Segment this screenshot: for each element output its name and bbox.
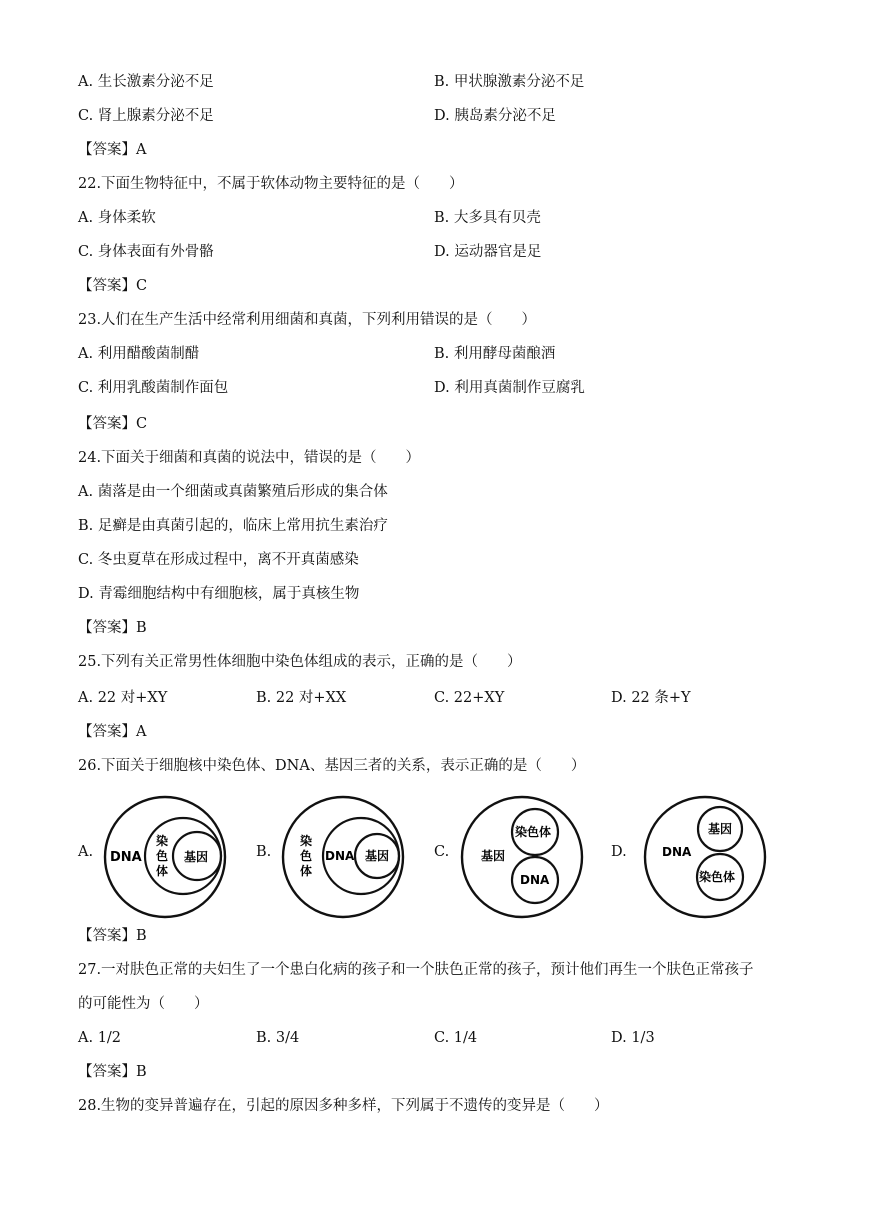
q27-option-c: C. 1/4 [434,1030,478,1046]
q23-option-d: D. 利用真菌制作豆腐乳 [434,380,585,396]
q26-diagram-c-label: C. [434,844,450,860]
gene-label: 基因 [481,849,506,863]
q24-answer: 【答案】B [78,620,147,636]
q21-option-c: C. 肾上腺素分泌不足 [78,108,214,124]
q21-answer: 【答案】A [78,142,147,158]
q22-option-c: C. 身体表面有外骨骼 [78,244,214,260]
q26-diagram-b [278,792,408,922]
q22-stem: 22.下面生物特征中，不属于软体动物主要特征的是（ ） [78,176,464,192]
q26-diagram-b-label: B. [256,844,272,860]
chromosome-char-2: 色 [300,849,313,863]
q26-diagram-c [457,792,587,922]
q27-option-d: D. 1/3 [611,1030,655,1046]
q22-option-a: A. 身体柔软 [78,210,156,226]
q26-diagram-a [100,792,230,922]
q25-option-a: A. 22 对+XY [78,690,168,706]
q24-option-b: B. 足癣是由真菌引起的，临床上常用抗生素治疗 [78,518,388,534]
chromosome-char-2: 色 [156,849,169,863]
q27-option-b: B. 3/4 [256,1030,300,1046]
q24-option-a: A. 菌落是由一个细菌或真菌繁殖后形成的集合体 [78,484,388,500]
q27-stem-line1: 27.一对肤色正常的夫妇生了一个患白化病的孩子和一个肤色正常的孩子，预计他们再生一个肤色正常孩子 [78,962,754,978]
q26-stem: 26.下面关于细胞核中染色体、DNA、基因三者的关系，表示正确的是（ ） [78,758,586,774]
chromosome-label: 染色体 [699,870,736,884]
dna-label: DNA [110,850,142,865]
q24-stem: 24.下面关于细菌和真菌的说法中，错误的是（ ） [78,450,421,466]
gene-label: 基因 [184,850,209,864]
q26-diagram-d-label: D. [611,844,627,860]
q24-option-d: D. 青霉细胞结构中有细胞核，属于真核生物 [78,586,360,602]
q23-option-b: B. 利用酵母菌酿酒 [434,346,556,362]
q22-answer: 【答案】C [78,278,148,294]
q21-option-d: D. 胰岛素分泌不足 [434,108,556,124]
q22-option-b: B. 大多具有贝壳 [434,210,541,226]
chromosome-char-3: 体 [156,864,169,878]
dna-label: DNA [325,849,355,863]
q25-stem: 25.下列有关正常男性体细胞中染色体组成的表示，正确的是（ ） [78,654,522,670]
q26-diagram-d [640,792,770,922]
chromosome-char-3: 体 [300,864,313,878]
dna-label: DNA [520,873,550,887]
chromosome-char-1: 染 [300,834,313,848]
q24-option-c: C. 冬虫夏草在形成过程中，离不开真菌感染 [78,552,359,568]
q27-answer: 【答案】B [78,1064,147,1080]
q28-stem: 28.生物的变异普遍存在，引起的原因多种多样，下列属于不遗传的变异是（ ） [78,1098,609,1114]
q26-answer: 【答案】B [78,928,147,944]
q23-stem: 23.人们在生产生活中经常利用细菌和真菌，下列利用错误的是（ ） [78,312,537,328]
q25-option-d: D. 22 条+Y [611,690,691,706]
gene-label: 基因 [708,822,733,836]
dna-label: DNA [662,845,692,859]
q23-option-a: A. 利用醋酸菌制醋 [78,346,200,362]
gene-label: 基因 [365,849,390,863]
q26-diagram-a-label: A. [78,844,94,860]
q27-stem-line2: 的可能性为（ ） [78,996,209,1012]
q25-option-b: B. 22 对+XX [256,690,347,706]
q22-option-d: D. 运动器官是足 [434,244,542,260]
chromosome-char-1: 染 [156,834,169,848]
chromosome-label: 染色体 [515,825,552,839]
q23-option-c: C. 利用乳酸菌制作面包 [78,380,229,396]
q21-option-a: A. 生长激素分泌不足 [78,74,214,90]
q21-option-b: B. 甲状腺激素分泌不足 [434,74,585,90]
q23-answer: 【答案】C [78,416,148,432]
q25-answer: 【答案】A [78,724,147,740]
q27-option-a: A. 1/2 [78,1030,122,1046]
q25-option-c: C. 22+XY [434,690,505,706]
